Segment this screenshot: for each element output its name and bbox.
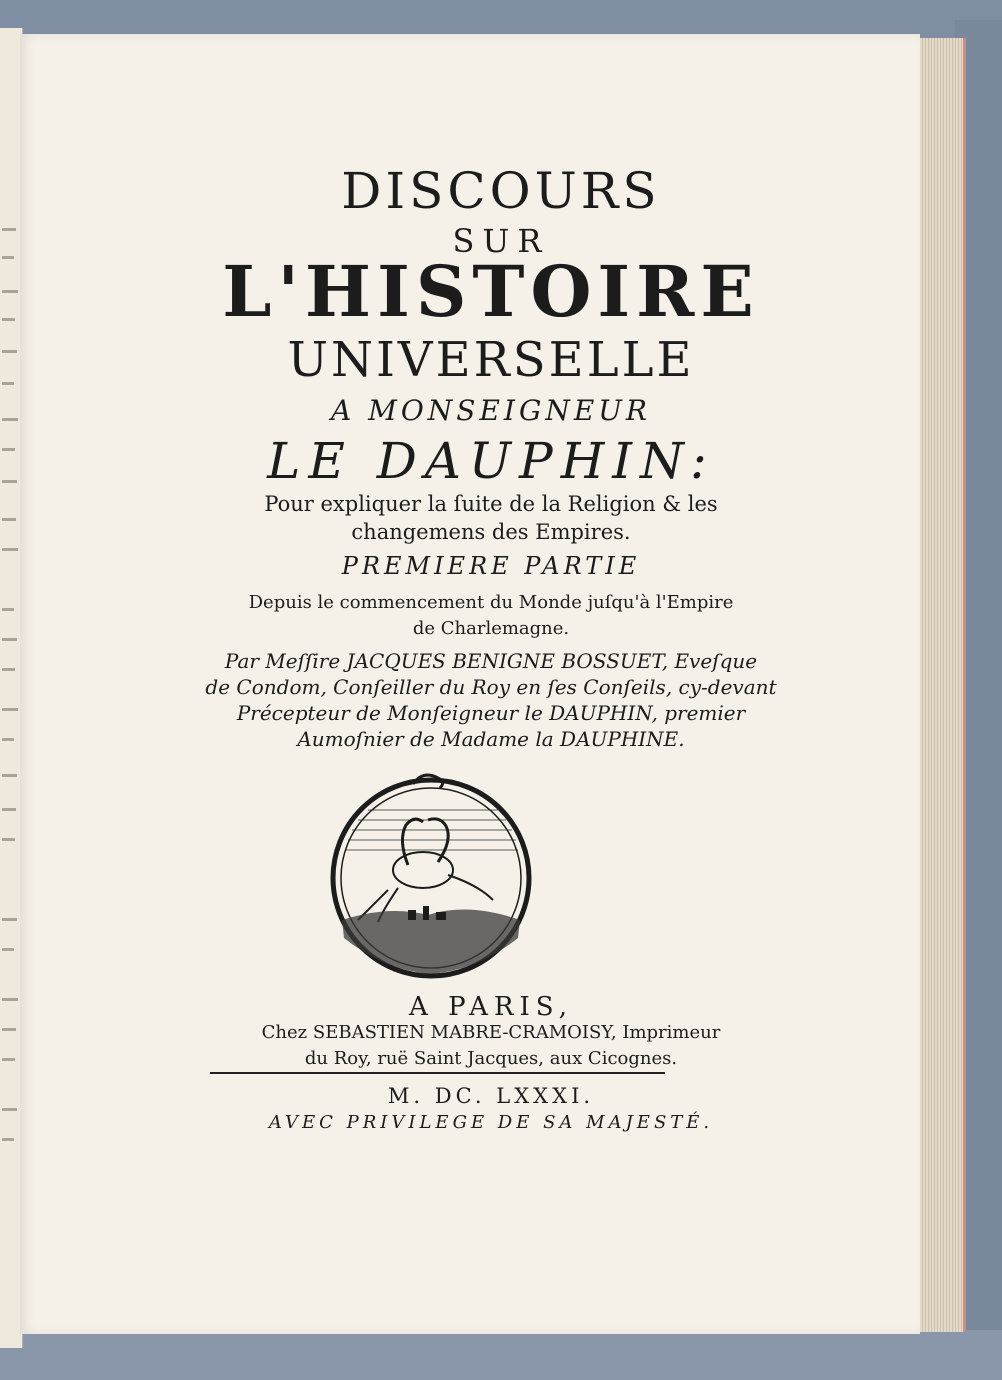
author-text bbox=[0, 648, 992, 752]
dedicatee: LE DAUPHIN: bbox=[267, 432, 715, 490]
title-line-3: L'HISTOIRE bbox=[222, 250, 760, 333]
scope-line-2: de Charlemagne. bbox=[412, 618, 570, 639]
part-label: PREMIERE PARTIE bbox=[341, 552, 641, 580]
book-cover-bottom bbox=[0, 1330, 1002, 1380]
dedication: A MONSEIGNEUR bbox=[331, 394, 651, 427]
title-line-1: DISCOURS bbox=[341, 162, 661, 220]
royal-privilege: AVEC PRIVILEGE DE SA MAJESTÉ. bbox=[268, 1112, 714, 1133]
publisher-line-2: du Roy, ruë Saint Jacques, aux Cicognes. bbox=[304, 1048, 678, 1069]
purpose-line-1: Pour expliquer la ſuite de la Religion & les bbox=[264, 492, 718, 516]
title-line-2: SUR bbox=[452, 222, 550, 260]
author-line-1: Par Meſſire JACQUES BENIGNE BOSSUET, Eveſque bbox=[224, 649, 758, 673]
title-line-4: UNIVERSELLE bbox=[287, 332, 695, 388]
author-line-4: Aumoſnier de Madame la DAUPHINE. bbox=[297, 727, 685, 751]
author-line-2: de Condom, Conſeiller du Roy en ſes Conſeils, cy-devant bbox=[205, 675, 777, 699]
scope-text bbox=[0, 590, 992, 642]
purpose-text bbox=[0, 490, 992, 546]
publisher-text bbox=[0, 1020, 992, 1072]
imprint-year: M. DC. LXXXI. bbox=[387, 1084, 595, 1108]
scope-line-1: Depuis le commencement du Monde juſqu'à l'Empire bbox=[248, 592, 734, 613]
author-line-3: Précepteur de Monſeigneur le DAUPHIN, premier bbox=[236, 701, 746, 725]
imprint-city: A PARIS, bbox=[409, 992, 573, 1022]
printer-device-vignette bbox=[328, 770, 534, 980]
purpose-line-2: changemens des Empires. bbox=[351, 520, 631, 544]
horizontal-rule bbox=[210, 1072, 665, 1074]
publisher-line-1: Chez SEBASTIEN MABRE-CRAMOISY, Imprimeur bbox=[261, 1022, 721, 1043]
